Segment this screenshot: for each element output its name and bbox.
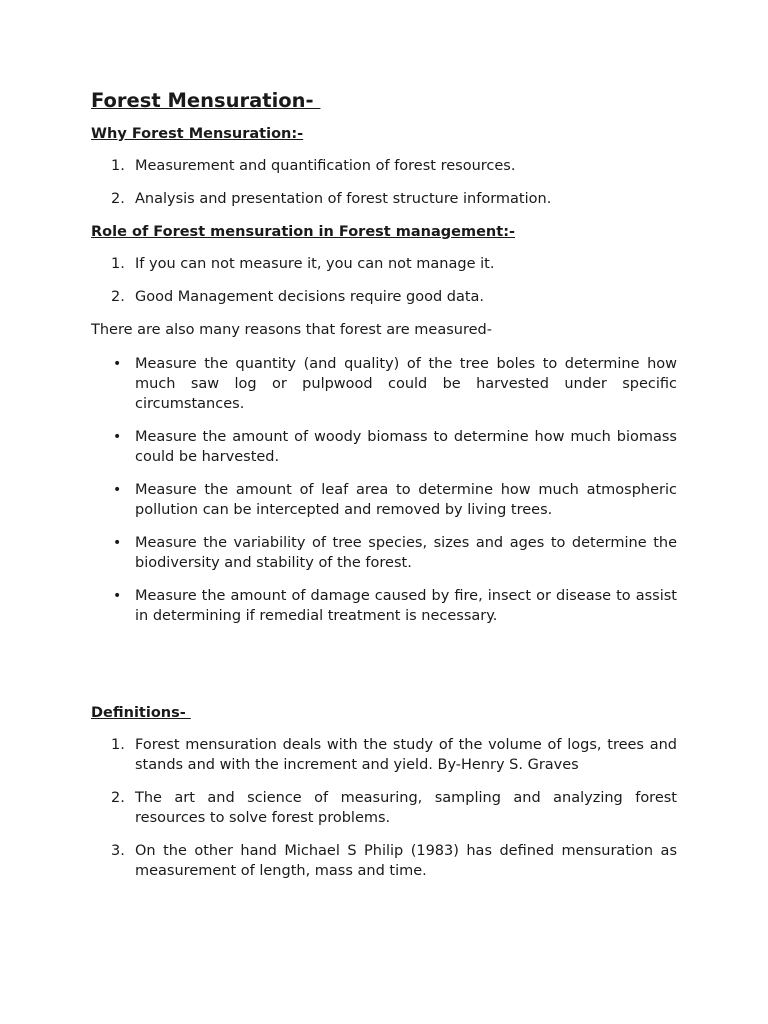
list-item-text: Good Management decisions require good data. bbox=[135, 289, 485, 305]
document-content bbox=[91, 88, 677, 881]
list-item-text: If you can not measure it, you can not manage it. bbox=[135, 256, 495, 272]
list-item-text: On the other hand Michael S Philip (1983) has defined mensuration as measurement of length, mass and time. bbox=[135, 843, 677, 879]
list-item bbox=[91, 533, 677, 573]
bullet-icon: • bbox=[113, 588, 122, 604]
list-number: 1. bbox=[111, 158, 125, 174]
list-item bbox=[91, 189, 677, 209]
role-heading: Role of Forest mensuration in Forest management:- bbox=[91, 224, 516, 240]
page-title: Forest Mensuration- bbox=[91, 89, 321, 112]
reasons-list bbox=[91, 354, 677, 626]
list-number: 1. bbox=[111, 737, 125, 753]
bullet-icon: • bbox=[113, 482, 122, 498]
list-item bbox=[91, 841, 677, 881]
list-item bbox=[91, 586, 677, 626]
list-item bbox=[91, 287, 677, 307]
list-item-text: Measure the amount of leaf area to determine how much atmospheric pollution can be intercepted and removed by living trees. bbox=[135, 482, 677, 518]
bullet-icon: • bbox=[113, 535, 122, 551]
list-item-text: Measure the amount of damage caused by fire, insect or disease to assist in determining if remedial treatment is necessary. bbox=[135, 588, 677, 624]
reasons-intro: There are also many reasons that forest are measured- bbox=[91, 322, 492, 338]
list-item-text: The art and science of measuring, sampling and analyzing forest resources to solve forest problems. bbox=[135, 790, 677, 826]
list-item bbox=[91, 480, 677, 520]
list-item bbox=[91, 354, 677, 414]
definitions-heading: Definitions- bbox=[91, 705, 191, 721]
bullet-icon: • bbox=[113, 429, 122, 445]
list-number: 2. bbox=[111, 790, 125, 806]
list-item bbox=[91, 735, 677, 775]
list-item-text: Measure the variability of tree species, sizes and ages to determine the biodiversity and stability of the forest. bbox=[135, 535, 677, 571]
why-heading: Why Forest Mensuration:- bbox=[91, 126, 304, 142]
list-item-text: Measure the amount of woody biomass to determine how much biomass could be harvested. bbox=[135, 429, 677, 465]
list-item bbox=[91, 254, 677, 274]
list-item-text: Forest mensuration deals with the study of the volume of logs, trees and stands and with the increment and yield. By-Henry S. Graves bbox=[135, 737, 677, 773]
list-number: 1. bbox=[111, 256, 125, 272]
role-list bbox=[91, 254, 677, 307]
list-number: 2. bbox=[111, 289, 125, 305]
list-item-text: Analysis and presentation of forest structure information. bbox=[135, 191, 552, 207]
bullet-icon: • bbox=[113, 356, 122, 372]
list-item-text: Measurement and quantification of forest resources. bbox=[135, 158, 516, 174]
list-item bbox=[91, 156, 677, 176]
list-item-text: Measure the quantity (and quality) of the tree boles to determine how much saw log or pulpwood could be harvested under specific circumstances. bbox=[135, 356, 677, 412]
list-number: 2. bbox=[111, 191, 125, 207]
list-item bbox=[91, 427, 677, 467]
list-number: 3. bbox=[111, 843, 125, 859]
definitions-list bbox=[91, 735, 677, 881]
why-list bbox=[91, 156, 677, 209]
list-item bbox=[91, 788, 677, 828]
